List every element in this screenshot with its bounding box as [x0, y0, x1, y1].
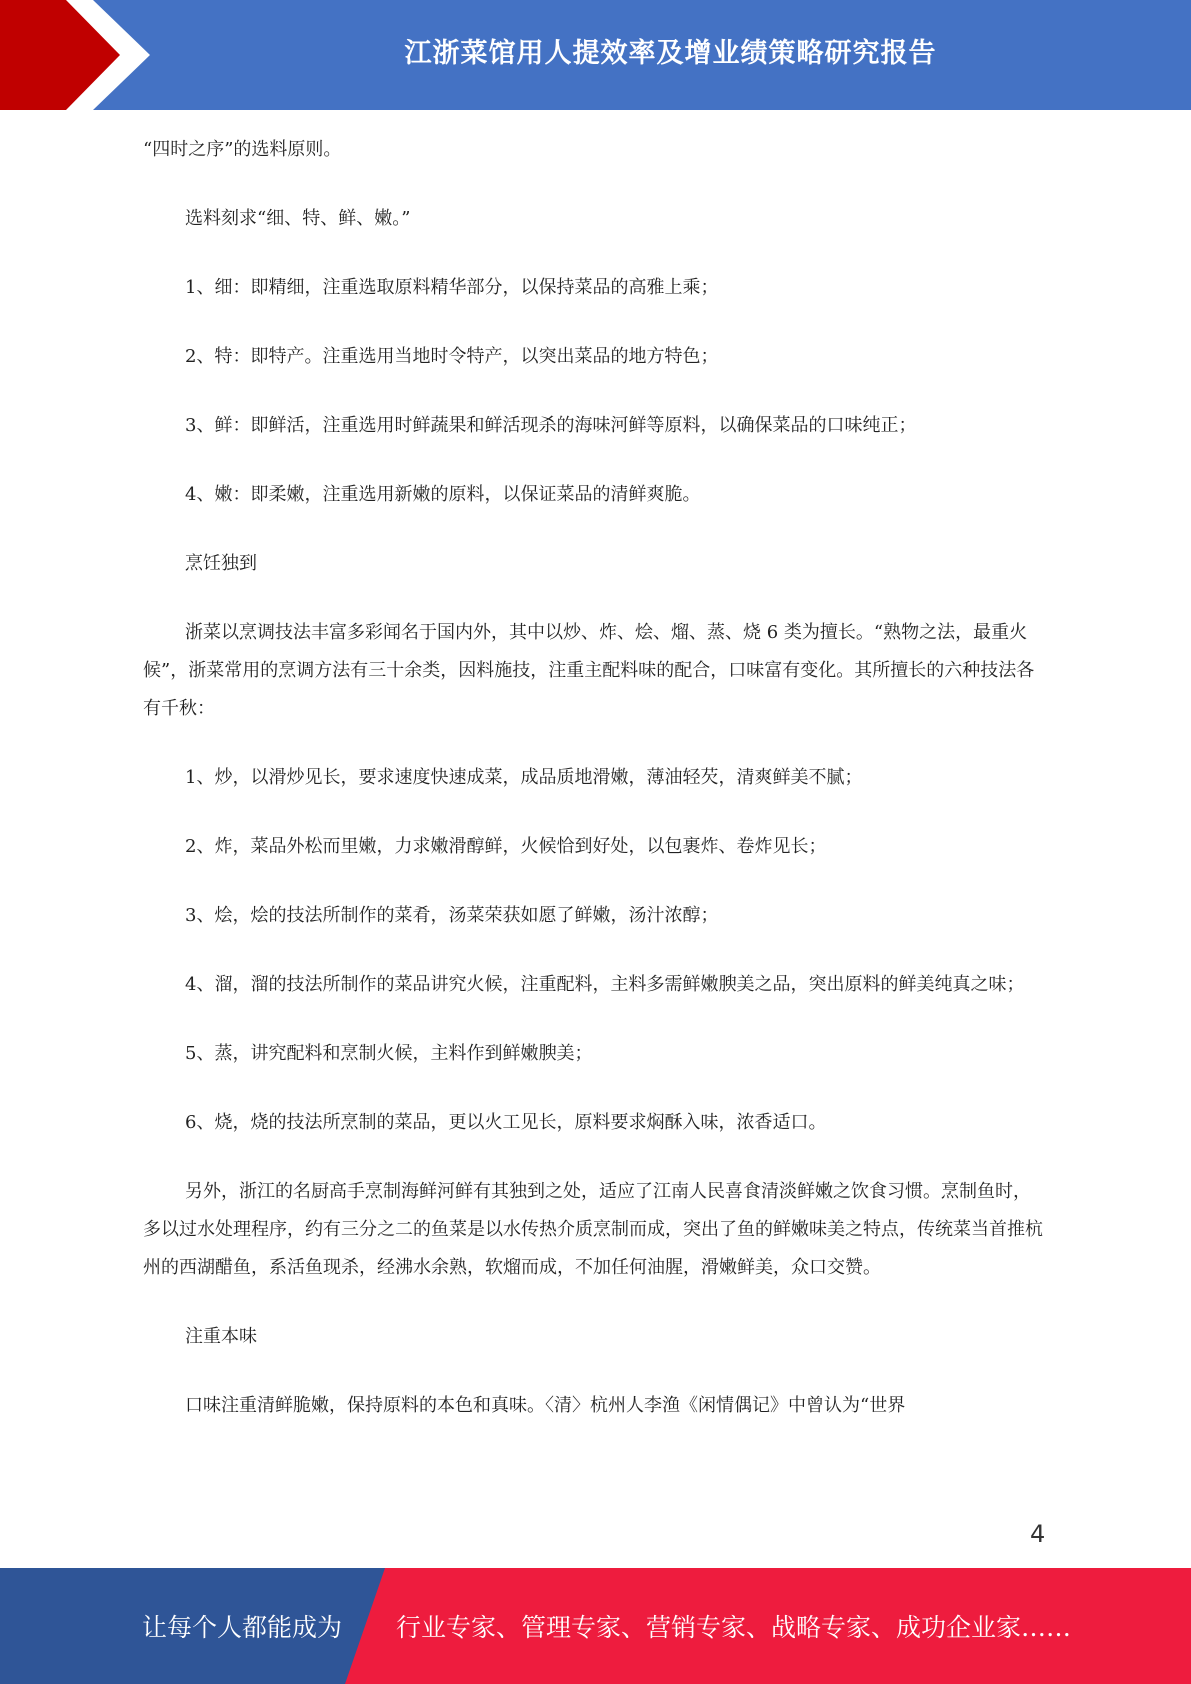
footer-slogan-left: 让每个人都能成为: [142, 1613, 343, 1642]
page-footer: [0, 1568, 1191, 1684]
paragraph: 5、蒸，讲究配料和烹制火候，主料作到鲜嫩腴美；: [185, 1043, 593, 1064]
section-heading: 烹饪独到: [185, 553, 257, 574]
section-heading: 注重本味: [185, 1326, 257, 1347]
paragraph: 2、炸，菜品外松而里嫩，力求嫩滑醇鲜，火候恰到好处，以包裹炸、卷炸见长；: [185, 836, 827, 857]
page-number: 4: [1030, 1520, 1046, 1548]
report-title: 江浙菜馆用人提效率及增业绩策略研究报告: [404, 37, 937, 69]
paragraph: 2、特：即特产。注重选用当地时令特产，以突出菜品的地方特色；: [185, 346, 719, 367]
paragraph: 4、嫩：即柔嫩，注重选用新嫩的原料，以保证菜品的清鲜爽脆。: [185, 484, 701, 505]
paragraph: 3、烩，烩的技法所制作的菜肴，汤菜荣获如愿了鲜嫩，汤汁浓醇；: [185, 905, 719, 926]
paragraph: 6、烧，烧的技法所烹制的菜品，更以火工见长，原料要求焖酥入味，浓香适口。: [185, 1112, 827, 1133]
paragraph: 1、炒，以滑炒见长，要求速度快速成菜，成品质地滑嫩，薄油轻芡，清爽鲜美不腻；: [185, 767, 863, 788]
paragraph: 口味注重清鲜脆嫩，保持原料的本色和真味。〈清〉杭州人李渔《闲情偶记》中曾认为“世界: [185, 1395, 906, 1416]
paragraph: 1、细：即精细，注重选取原料精华部分，以保持菜品的高雅上乘；: [185, 277, 719, 298]
paragraph: 浙菜以烹调技法丰富多彩闻名于国内外，其中以炒、炸、烩、熘、蒸、烧 6 类为擅长。“熟物之法，最重火候”，浙菜常用的烹调方法有三十余类，因料施技，注重主配料味的配合，口味富有变化。其所擅长的六种技法各有千秋：: [143, 622, 1035, 719]
paragraph: “四时之序”的选料原则。: [143, 139, 342, 160]
paragraph: 选料刻求“细、特、鲜、嫩。”: [185, 208, 411, 229]
paragraph: 另外，浙江的名厨高手烹制海鲜河鲜有其独到之处，适应了江南人民喜食清淡鲜嫩之饮食习惯。烹制鱼时，多以过水处理程序，约有三分之二的鱼菜是以水传热介质烹制而成，突出了鱼的鲜嫩味美之特点，传统菜当首推杭州的西湖醋鱼，系活鱼现杀，经沸水余熟，软熘而成，不加任何油腥，滑嫩鲜美，众口交赞。: [143, 1181, 1043, 1278]
footer-slogan-right: 行业专家、管理专家、营销专家、战略专家、成功企业家……: [396, 1613, 1072, 1642]
paragraph: 3、鲜：即鲜活，注重选用时鲜蔬果和鲜活现杀的海味河鲜等原料，以确保菜品的口味纯正；: [185, 415, 917, 436]
paragraph: 4、溜，溜的技法所制作的菜品讲究火候，注重配料，主料多需鲜嫩腴美之品，突出原料的鲜美纯真之味；: [185, 974, 1025, 995]
page-header: [0, 0, 1191, 110]
document-body: [143, 131, 1048, 1456]
